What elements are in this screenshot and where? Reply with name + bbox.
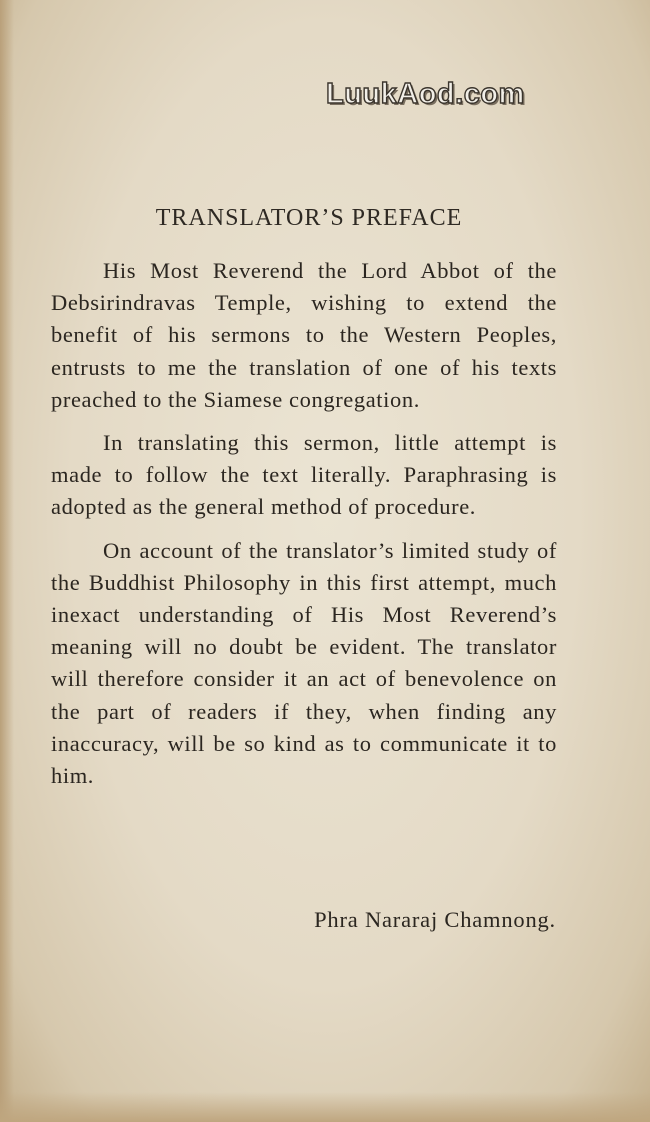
page-edge-shadow-left [0, 0, 14, 1122]
watermark-text: LuukAod.com [326, 78, 525, 110]
preface-body [51, 255, 557, 803]
page-edge-shadow-bottom [0, 1092, 650, 1122]
paragraph-3: On account of the translator’s limited study of the Buddhist Philosophy in this first attempt, much inexact understanding of His Most Reverend’s meaning will no doubt be evident. The translator will therefore consider it an act of benevolence on the part of readers if they, when finding any inaccuracy, will be so kind as to communicate it to him. [51, 537, 557, 789]
paragraph-2: In translating this sermon, little attempt is made to follow the text literally. Paraphrasing is adopted as the general method of procedure. [51, 430, 557, 520]
translator-signature: Phra Nararaj Chamnong. [314, 907, 556, 932]
page-title: TRANSLATOR’S PREFACE [155, 205, 463, 231]
paragraph-1: His Most Reverend the Lord Abbot of the Debsirindravas Temple, wishing to extend the benefit of his sermons to the Western Peoples, entrusts to me the translation of one of his texts preached to the Siamese congregation. [51, 258, 557, 412]
